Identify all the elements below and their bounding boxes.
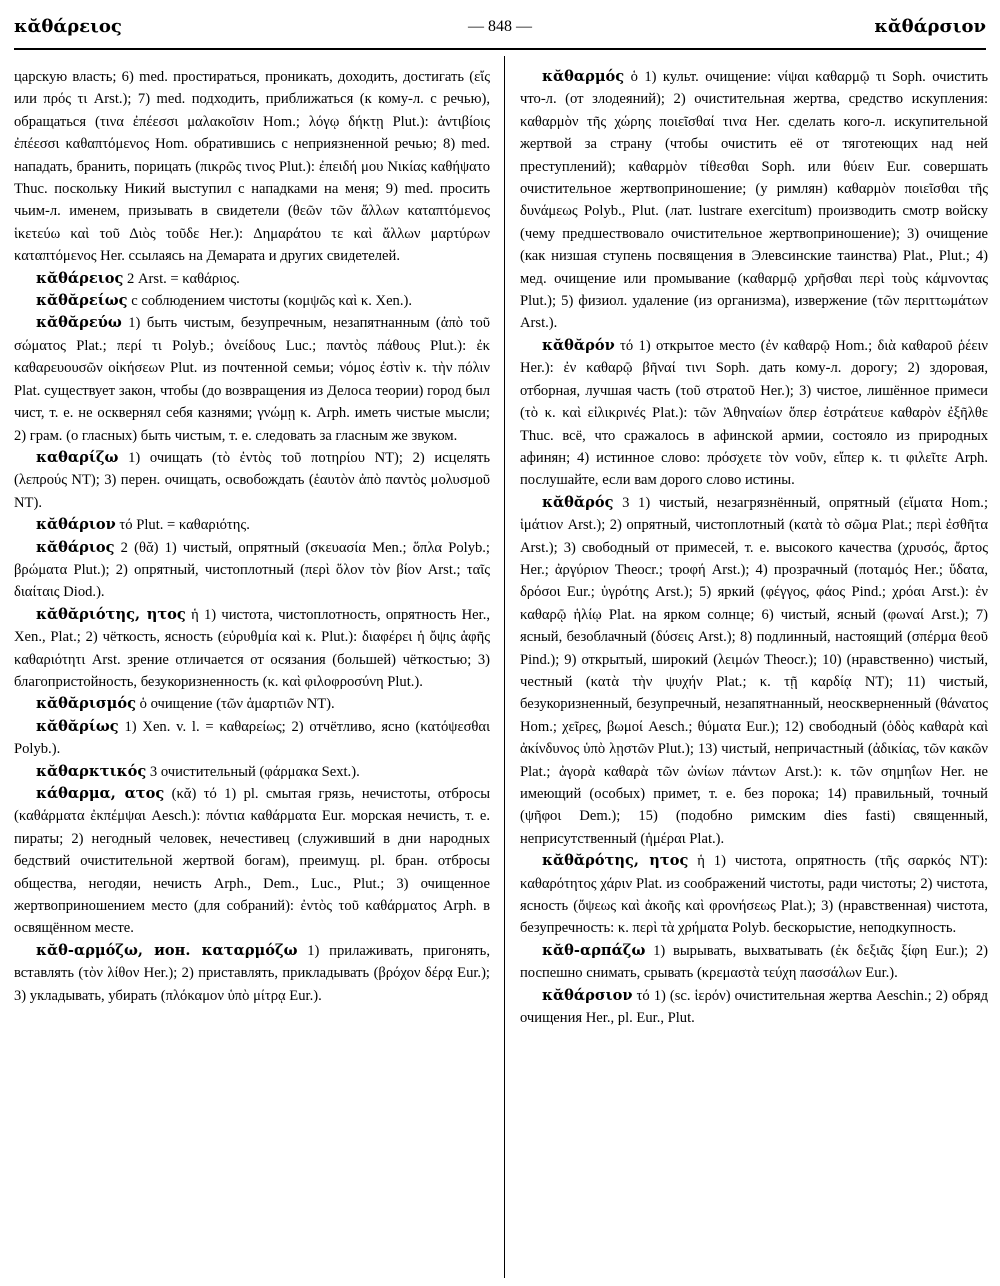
running-head-left: κᾰθάρειος: [14, 16, 122, 37]
entry-body: (κᾰ) τό 1) pl. смытая грязь, нечистоты, отбросы (καθάρματα ἐκπέμψαι Aesch.): πόντια καθάρματα Eur. морская нечисть, т. е. пираты; 2) негодный человек, нечестивец (служивший в дни народных бедствий очистительной жертвой богам), преимущ. pl. бран. отбросы общества, негодяи, нечисть Arph., Dem., Luc., Plut.; 3) очищенное жертвоприношением место (для собраний): ἐντὸς τοῦ καθάρματος Arph. в освящённом месте.: [14, 786, 490, 937]
headword: κᾰθᾰρισμός: [36, 695, 136, 713]
headword: κᾰθαρμός: [542, 68, 625, 85]
headword: κᾰθαρκτικός: [36, 762, 147, 780]
dictionary-entry: [520, 492, 988, 851]
dictionary-entry: [14, 447, 490, 514]
entry-body: 1) прилаживать, пригонять, вставлять (τὸν λίθον Her.); 2) приставлять, прикладывать (βρόχον δέρᾳ Eur.); 3) укладывать, убирать (πλόκαμον ὑπὸ μίτρᾳ Eur.).: [14, 942, 490, 1004]
entry-body: с соблюдением чистоты (κομψῶς καὶ κ. Xen.).: [127, 293, 412, 310]
entry-body: 2 (θᾰ) 1) чистый, опрятный (σκευασία Men.; ὅπλα Polyb.; βρώματα Plut.); 2) опрятный, чистоплотный (περὶ ὅλον τὸν βίον Arst.; ταῖς διαίταις Diod.).: [14, 539, 490, 601]
headword: κᾰθᾰρίως: [36, 717, 119, 735]
entry-body: 1) вырывать, выхватывать (ἐκ δεξιᾶς ξίφη Eur.); 2) поспешно снимать, срывать (κρεμαστὰ τεύχη πασσάλων Eur.).: [520, 942, 988, 982]
dictionary-entry: [14, 783, 490, 940]
entry-body: царскую власть; 6) med. простираться, проникать, доходить, достигать (εἴς или πρός τι Arst.); 7) med. подходить, приближаться (к кому-л. с речью), обращаться (τινα ἐπέεσσι μαλακοῖσιν Hom.; λόγῳ δήκτῃ Plut.): ἀντιβίοις ἐπέεσσι καθαπτόμενος Hom. обратившись с неприязненной речью; 8) med. нападать, бранить, порицать (πικρῶς τινος Plut.): ἐπειδή μου Νικίας καθήψατο Thuc. поскольку Никий выступил с нападками на меня; 9) med. просить чьим-л. именем, призывать в свидетели (θεῶν τῶν ἄλλων καταπτόμενος ἱκετεύω καὶ τοῦ Διὸς τοῦδε Her.): Δημαράτου τε καὶ ἄλλων μαρτύρων καταπτόμενος Her. ссылаясь на Демарата и других свидетелей.: [14, 69, 490, 265]
headword: κᾰθ-αρπάζω: [542, 941, 646, 959]
entry-body: ὁ 1) культ. очищение: νίψαι καθαρμῷ τι Soph. очистить что-л. (от злодеяний); 2) очистительная жертва, средство искупления: καθαρμὸν τῆς χώρης ποιεῖσθαί τινα Her. сделать кого-л. искупительной жертвой за страну (чтобы очистить её от тяготеющих над ней преступлений); καθαρμὸν τίθεσθαι Soph. или θύειν Eur. совершать очистительное жертвоприношение; (у римлян) καθαρμὸν ποιεῖσθαι τῆς δυνάμεως Polyb., Plut. (лат. lustrare exercitum) производить смотр войску (чему предшествовало очистительное жертвоприношение); 3) очищение (как низшая ступень посвящения в Элевсинские таинства) Plat., Plut.; 4) мед. очищение или промывание (καθαρμῷ χρῆσθαι περὶ τοὺς κάμνοντας Plut.); 5) физиол. удаление (из организма), извержение (τῶν περιττωμάτων Arst.).: [520, 69, 988, 332]
dictionary-entry: [520, 66, 988, 335]
dictionary-entry: [14, 604, 490, 694]
entry-body: ἡ 1) чистота, опрятность (τῆς σαρκός NT): καθαρότητος χάριν Plat. из соображений чистоты, ради чистоты; 2) чистота, ясность (ὄψεως καὶ ἀκοῆς καὶ φρονήσεως Plat.); 3) (нравственная) чистота, безупречность: κ. περὶ τὰ χρήματα Polyb. бескорыстие, неподкупность.: [520, 853, 988, 937]
entry-body: τό 1) (sc. ἱερόν) очистительная жертва Aeschin.; 2) обряд очищения Her., pl. Eur., Plut.: [520, 987, 988, 1027]
headword: κᾰθ-αρμόζω, ион. καταρμόζω: [36, 941, 298, 959]
dictionary-entry: [14, 693, 490, 715]
dictionary-entry: [520, 335, 988, 492]
page-number: — 848 —: [468, 18, 532, 35]
headword: κάθαρμα, ατος: [36, 785, 165, 802]
headword: κᾰθάριον: [36, 516, 116, 534]
running-head-right: κᾰθάρσιον: [874, 16, 986, 37]
dictionary-entry: [14, 312, 490, 446]
entry-body: ὁ очищение (τῶν ἁμαρτιῶν NT).: [135, 696, 335, 713]
entry-body: ἡ 1) чистота, чистоплотность, опрятность Her., Xen., Plat.; 2) чёткость, ясность (εὐρυθμία καὶ κ. Plut.): διαφέρει ἡ ὄψις ἁφῆς καθαριότητι Arst. зрение отличается от осязания (большей) чёткостью; 3) благопристойность, безукоризненность (κ. καὶ φιλοφροσύνη Plut.).: [14, 606, 490, 690]
headword: κᾰθάριος: [36, 538, 115, 556]
dictionary-entry: [520, 940, 988, 985]
headword: κᾰθᾰρεύω: [36, 314, 122, 332]
dictionary-entry: [14, 66, 490, 268]
left-column: [14, 66, 490, 1278]
entry-body: 1) быть чистым, безупречным, незапятнанным (ἀπὸ τοῦ σώματος Plat.; περί τι Polyb.; ὀνείδους Luc.; παντὸς πάθους Plut.): ἐκ καθαρευουσῶν οἰκήσεων Plut. из почтенной семьи; νόμος ἐστὶν κ. τὴν πόλιν Plat. существует закон, чтобы (до возвращения из Делоса теории) город был чист, т. е. не осквернял себя казнями; γνώμῃ κ. Arph. иметь чистые мысли; 2) грам. (о гласных) быть чистым, т. е. следовать за гласным же звуком.: [14, 315, 490, 444]
entry-body: 1) Xen. v. l. = καθαρείως; 2) отчётливо, ясно (κατόψεσθαι Polyb.).: [14, 718, 490, 758]
dictionary-entry: [520, 850, 988, 940]
headword: κᾰθάρειος: [36, 269, 124, 287]
dictionary-entry: [14, 268, 490, 290]
entry-body: τό Plut. = καθαριότης.: [115, 517, 250, 534]
page-header: [14, 14, 986, 50]
dictionary-entry: [14, 290, 490, 312]
column-divider: [504, 56, 505, 1278]
entry-body: 1) очищать (τὸ ἐντὸς τοῦ ποτηρίου NT); 2) исцелять (λεπρούς NT); 3) перен. очищать, освобождать (ἑαυτὸν ἀπὸ παντὸς μολυσμοῦ NT).: [14, 449, 490, 511]
headword: κᾰθᾰρόν: [542, 336, 615, 354]
headword: καθαρίζω: [36, 448, 119, 466]
headword: κᾰθᾰρείως: [36, 292, 128, 310]
headword: κᾰθᾰρός: [542, 493, 614, 511]
dictionary-entry: [14, 940, 490, 1007]
dictionary-entry: [520, 985, 988, 1030]
right-column: [520, 66, 988, 1278]
entry-body: 2 Arst. = καθάριος.: [123, 270, 240, 287]
headword: κᾰθᾰριότης, ητος: [36, 605, 186, 623]
entry-body: 3 очистительный (φάρμακα Sext.).: [146, 763, 360, 780]
entry-body: 3 1) чистый, незагрязнённый, опрятный (εἵματα Hom.; ἱμάτιον Arst.); 2) опрятный, чистоплотный (κατὰ τὸ σῶμα Plat.; περὶ ἐσθῆτα Arst.); 3) свободный от примесей, т. е. высокого качества (χρυσός, ἄρτος Her.; ἀργύριον Theocr.; τροφή Arst.); 4) прозрачный (ποταμός Her.; ὕδατα, δρόσοι Eur.; ὑγρότης Arst.); 5) яркий (φέγγος, φάος Pind.; χρόαι Arst.): ἐν καθαρῷ ἡλίῳ Plat. на ярком солнце; 6) чистый, ясный (φωναί Arst.); 7) ясный, безоблачный (δύσεις Arst.); 8) подлинный, настоящий (σπέρμα θεοῦ Pind.); 9) открытый, широкий (λειμών Theocr.); 10) (нравственно) чистый, честный (κατὰ τὴν ψυχήν Plat.; κ. τῇ καρδίᾳ NT); 11) чистый, безукоризненный, безупречный, незапятнанный, неоскверненный (θάνατος Hom.; χεῖρες, βωμοί Aesch.; θύματα Eur.); 12) свободный (ὁδὸς καθαρὰ καὶ ἀκίνδυνος ὑπὸ λῃστῶν Plut.); 13) чистый, непричастный (ἀδικίας, τῶν κακῶν Plat.; ἀγορὰ καθαρὰ τῶν ὠνίων πάντων Arst.): κ. τῶν σημηΐων Her. не имеющий (особых) примет, т. е. без порока; 14) правильный, точный (ψῆφοι Dem.); 15) (подобно римским dies fasti) священный, неприсутственный (ἡμέραι Plat.).: [520, 494, 988, 847]
entry-body: τό 1) открытое место (ἐν καθαρῷ Hom.; διὰ καθαροῦ ῥέειν Her.): ἐν καθαρῷ βῆναί τινι Soph. дать кому-л. дорогу; 2) здоровая, отборная, лучшая часть (τοῦ στρατοῦ Her.); 3) чистое, лишённое примеси (τὸ κ. καὶ εἰλικρινές Plat.): τῶν Ἀθηναίων ὅπερ ἐστράτευε καθαρὸν ἐξῆλθε Thuc. всё, что сражалось в афинской армии, состояло из природных афинян; 4) истинное слово: πρόσχετε τὸν νοῦν, εἴπερ κ. τι φιλεῖτε Arph. послушайте, если вам дорого слово истины.: [520, 337, 988, 489]
headword: κᾰθᾰρότης, ητος: [542, 852, 689, 870]
dictionary-entry: [14, 716, 490, 761]
headword: κᾰθάρσιον: [542, 986, 633, 1004]
dictionary-entry: [14, 514, 490, 536]
dictionary-entry: [14, 537, 490, 604]
dictionary-entry: [14, 761, 490, 783]
